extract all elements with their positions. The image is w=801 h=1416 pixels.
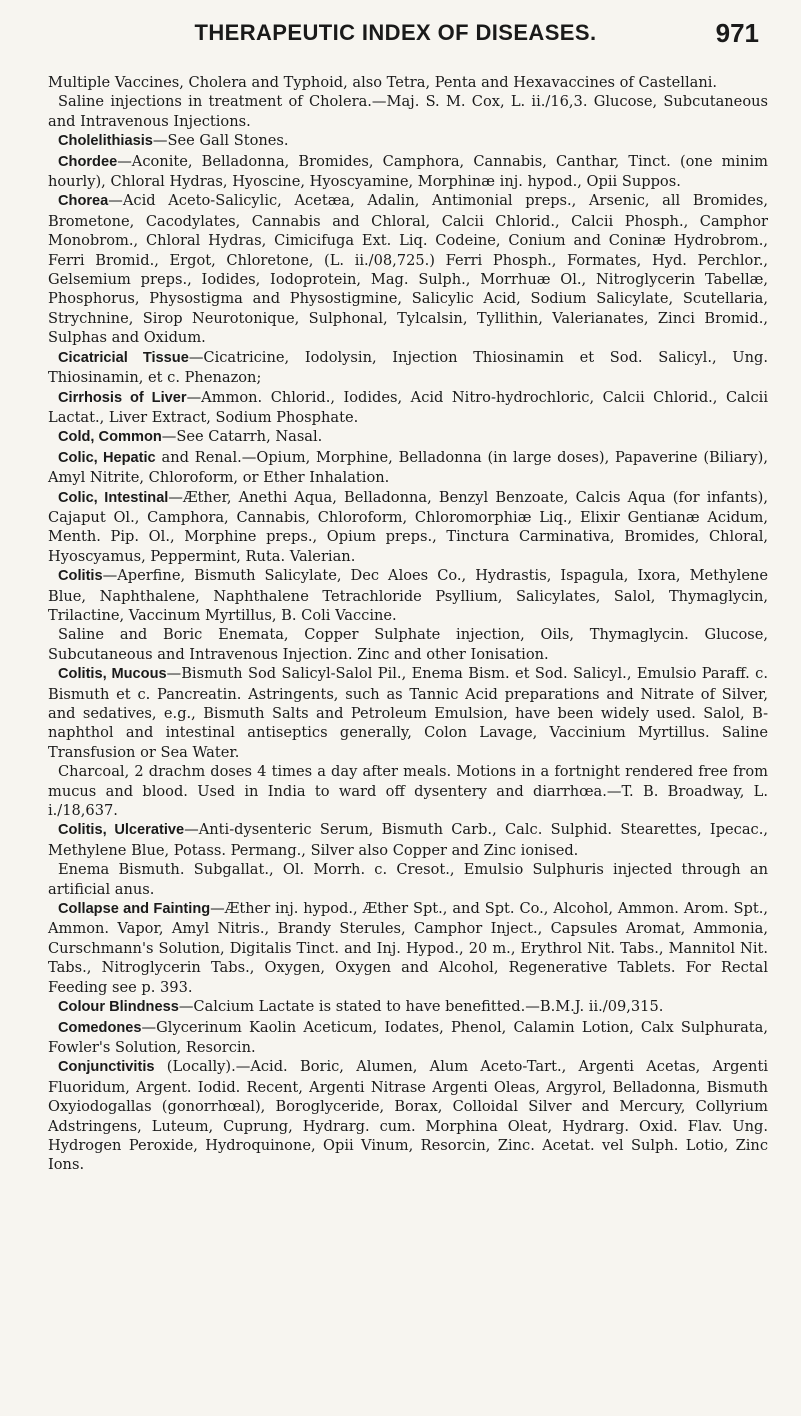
entry-text: —Cicatricine, Iodolysin, Injection Thiosinamin et Sod. Salicyl., Ung. Thiosinamin, et c. Phenazon; (48, 348, 768, 387)
entry-text: and Renal.—Opium, Morphine, Belladonna (in large doses), Papaverine (Biliary), Amyl Nitrite, Chloroform, or Ether Inhalation. (48, 448, 768, 487)
entry-text: —Acid Aceto-Salicylic, Acetæa, Adalin, Antimonial preps., Arsenic, all Bromides, Brometone, Cacodylates, Cannabis and Chloral, Calcii Chlorid., Calcii Phosph., Camphor Monobrom., Chloral Hydras, Cimicifuga Ext. Liq. Codeine, Conium and Coninæ Hydrobrom., Ferri Bromid., Ergot, Chloretone, (L. ii./08,725.) Ferri Phosph., Formates, Hyd. Perchlor., Gelsemium preps., Iodides, Iodoprotein, Mag. Sulph., Morrhuæ Ol., Nitroglycerin Tabellæ, Phosphorus, Physostigma and Physostigmine, Salicylic Acid, Sodium Salicylate, Scutellaria, Strychnine, Sirop Neurotonique, Sulphonal, Tylcalsin, Tyllithin, Valerianates, Zinci Bromid., Sulphas and Oxidum. (48, 192, 768, 347)
entry-term: Colitis, Mucous (58, 666, 167, 683)
running-title: THERAPEUTIC INDEX OF DISEASES. (194, 20, 597, 45)
index-entry-comedones (48, 1018, 768, 1058)
entry-term: Cold, Common (58, 429, 162, 446)
entry-term: Cirrhosis of Liver (58, 389, 187, 406)
entry-text: Saline injections in treatment of Cholera.—Maj. S. M. Cox, L. ii./16,3. Glucose, Subcutaneous and Intravenous Injections. (48, 93, 768, 130)
entry-text: Multiple Vaccines, Cholera and Typhoid, also Tetra, Penta and Hexavaccines of Castellani. (48, 74, 718, 91)
index-entry-conjunctivitis (48, 1057, 768, 1174)
entry-term: Cholelithiasis (58, 133, 153, 150)
entry-term: Colour Blindness (58, 999, 179, 1016)
entry-text: —Aconite, Belladonna, Bromides, Camphora, Cannabis, Canthar, Tinct. (one minim hourly), Chloral Hydras, Hyoscine, Hyoscyamine, Morphinæ inj. hypod., Opii Suppos. (48, 152, 768, 191)
index-entry-charcoal (48, 762, 768, 820)
entry-term: Colitis, Ulcerative (58, 822, 185, 839)
index-entry-colic-hepatic (48, 448, 768, 488)
entry-text: Enema Bismuth. Subgallat., Ol. Morrh. c. Cresot., Emulsio Sulphuris injected through an artificial anus. (48, 861, 768, 898)
entry-term: Chordee (58, 153, 118, 170)
index-entry-enema-bismuth (48, 860, 768, 899)
entry-text: —See Gall Stones. (152, 132, 289, 150)
entry-term: Collapse and Fainting (58, 901, 211, 918)
index-entry-multiple-vaccines (48, 73, 768, 92)
entry-text: (Locally).—Acid. Boric, Alumen, Alum Aceto-Tart., Argenti Acetas, Argenti Fluoridum, Argent. Iodid. Recent, Argenti Nitrase Argenti Oleas, Argyrol, Belladonna, Bismuth Oxyiodogallas (gonorrhœal), Boroglyceride, Borax, Colloidal Silver and Mercury, Collyrium Adstringens, Luteum, Cuprung, Hydrarg. cum. Morphina Oleat, Hydrarg. Oxid. Flav. Ung. Hydrogen Peroxide, Hydroquinone, Opii Vinum, Resorcin, Zinc. Acetat. vel Sulph. Lotio, Zinc Ions. (48, 1058, 768, 1174)
index-entry-colitis (48, 566, 768, 625)
entry-term: Conjunctivitis (58, 1059, 155, 1076)
entry-term: Colic, Hepatic (58, 449, 156, 466)
index-entry-colour-blindness (48, 997, 768, 1017)
index-entry-colitis-ulcerative (48, 820, 768, 860)
index-entry-cirrhosis-of-liver (48, 388, 768, 428)
entry-term: Cicatricial Tissue (58, 349, 189, 366)
entry-text: —Ammon. Chlorid., Iodides, Acid Nitro-hydrochloric, Calcii Chlorid., Calcii Lactat., Liver Extract, Sodium Phosphate. (48, 388, 768, 426)
entry-text: Charcoal, 2 drachm doses 4 times a day after meals. Motions in a fortnight rendered free from mucus and blood. Used in India to ward off dysentery and diarrhœa.—T. B. Broadway, L. i./18,637. (48, 763, 768, 820)
index-entry-cholelithiasis (48, 131, 768, 151)
page-number: 971 (715, 18, 759, 48)
page-header (0, 16, 801, 56)
entry-term: Comedones (58, 1019, 142, 1036)
entry-text: —Anti-dysenteric Serum, Bismuth Carb., Calc. Sulphid. Stearettes, Ipecac., Methylene Blue, Potass. Permang., Silver also Copper and Zinc ionised. (48, 821, 768, 859)
entry-text: —Æther, Anethi Aqua, Belladonna, Benzyl Benzoate, Calcis Aqua (for infants), Cajaput Ol., Camphora, Cannabis, Chloroform, Chloromorphiæ Liq., Elixir Gentianæ Acidum, Menth. Pip. Ol., Morphine preps., Opium preps., Tinctura Carminativa, Bromides, Chloral, Hyoscyamus, Peppermint, Ruta. Valerian. (48, 488, 768, 565)
entry-text: Saline and Boric Enemata, Copper Sulphate injection, Oils, Thymaglycin. Glucose, Subcutaneous and Intravenous Injection. Zinc and other Ionisation. (48, 626, 768, 663)
entry-term: Colic, Intestinal (58, 489, 169, 506)
index-entry-chorea (48, 191, 768, 347)
index-entry-colic-intestinal (48, 488, 768, 567)
entry-text: —Æther inj. hypod., Æther Spt., and Spt. Co., Alcohol, Ammon. Arom. Spt., Ammon. Vapor, Amyl Nitris., Brandy Sterules, Camphor Inject., Capsules Aromat, Ammonia, Curschmann's Solution, Digitalis Tinct. and Inj. Hypod., 20 m., Erythrol Nit. Tabs., Mannitol Nit. Tabs., Nitroglycerin Tabs., Oxygen, Oxygen and Alcohol, Regenerative Tablets. For Rectal Feeding see p. 393. (48, 900, 768, 996)
index-entry-collapse-and-fainting (48, 899, 768, 997)
entry-text: —Glycerinum Kaolin Aceticum, Iodates, Phenol, Calamin Lotion, Calx Sulphurata, Fowler's Solution, Resorcin. (48, 1018, 768, 1056)
entry-text: —Bismuth Sod Salicyl-Salol Pil., Enema Bism. et Sod. Salicyl., Emulsio Paraff. c. Bismuth et c. Pancreatin. Astringents, such as Tannic Acid preparations and Nitrate of Silver, and sedatives, e.g., Bismuth Salts and Petroleum Emulsion, have been widely used. Salol, B-naphthol and intestinal antiseptics generally, Colon Lavage, Vaccinium Myrtillus. Saline Transfusion or Sea Water. (48, 665, 768, 761)
entry-term: Chorea (58, 193, 109, 210)
index-entry-colitis-saline (48, 625, 768, 664)
entry-text: —Aperfine, Bismuth Salicylate, Dec Aloes Co., Hydrastis, Ispagula, Ixora, Methylene Blue, Naphthalene, Naphthalene Tetrachloride Psyllium, Salicylates, Salol, Thymaglycin, Trilactine, Vaccinum Myrtillus, B. Coli Vaccine. (48, 567, 768, 624)
entry-text: —See Catarrh, Nasal. (161, 428, 323, 446)
index-body (48, 73, 768, 1175)
entry-text: —Calcium Lactate is stated to have benefitted.—B.M.J. ii./09,315. (178, 998, 664, 1016)
index-entry-cold-common (48, 427, 768, 447)
index-entry-colitis-mucous (48, 664, 768, 762)
index-entry-chordee (48, 152, 768, 192)
entry-term: Colitis (58, 568, 103, 585)
index-entry-cicatricial-tissue (48, 348, 768, 388)
index-entry-saline-injections (48, 92, 768, 131)
